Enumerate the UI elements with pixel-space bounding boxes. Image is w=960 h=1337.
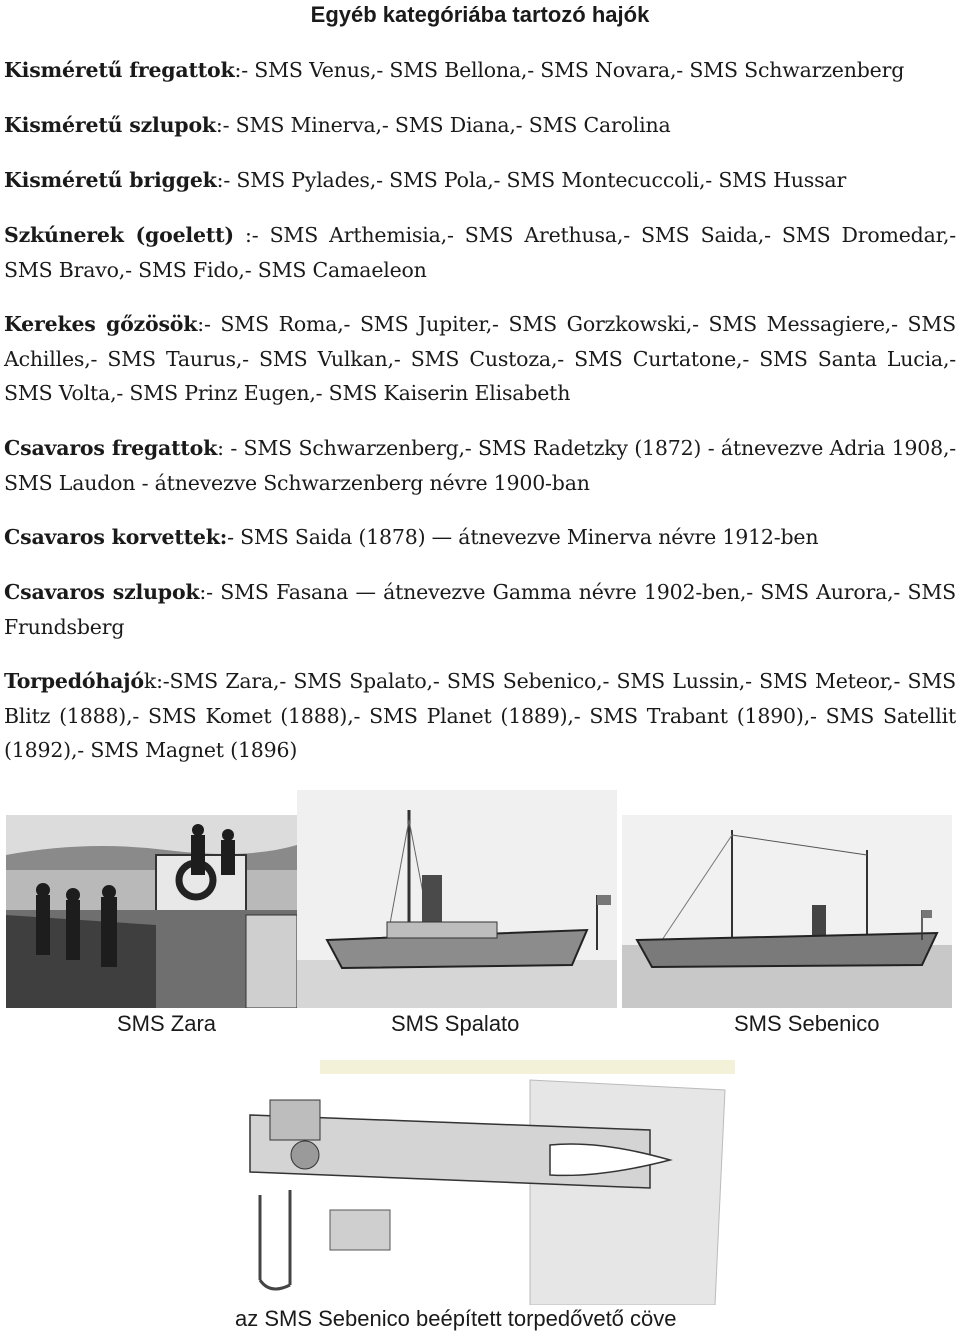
caption-sms-sebenico: SMS Sebenico [734, 1011, 880, 1036]
section-text: - SMS Venus,- SMS Bellona,- SMS Novara,- SMS Schwarzenberg [241, 58, 905, 82]
photo-sms-spalato [297, 790, 617, 1008]
photo-sms-zara [6, 815, 297, 1008]
section-text: - SMS Saida (1878) — átnevezve Minerva névre 1912-ben [227, 525, 819, 549]
section-text: - SMS Arthemisia,- SMS Arethusa,- SMS Saida,- SMS Dromedar,- SMS Bravo,- SMS Fido,- SMS Camaeleon [4, 223, 957, 282]
section-sep: : [234, 58, 242, 82]
section-small-brigs [4, 163, 956, 198]
section-sep: : [199, 580, 207, 604]
section-label: Csavaros szlupok [4, 580, 200, 604]
section-sep: : [215, 113, 223, 137]
section-text: -SMS Zara,- SMS Spalato,- SMS Sebenico,- SMS Lussin,- SMS Meteor,- SMS Blitz (1888),- SMS Komet (1888),- SMS Planet (1889),- SMS Trabant (1890),- SMS Satellit (1892),- SMS Magnet (1896) [4, 669, 956, 762]
section-paddle-steamers [4, 307, 956, 411]
section-label: Kisméretű briggek [4, 168, 217, 192]
section-label: Csavaros korvettek: [4, 525, 228, 549]
section-text: - SMS Fasana — átnevezve Gamma névre 1902-ben,- SMS Aurora,- SMS Frundsberg [4, 580, 956, 639]
section-screw-corvettes [4, 520, 956, 555]
page-title: Egyéb kategóriába tartozó hajók [310, 2, 650, 27]
section-label: Szkúnerek (goelett) [4, 223, 234, 247]
section-text: - SMS Roma,- SMS Jupiter,- SMS Gorzkowski,- SMS Messagiere,- SMS Achilles,- SMS Taurus,- SMS Vulkan,- SMS Custoza,- SMS Curtatone,- SMS Santa Lucia,- SMS Volta,- SMS Prinz Eugen,- SMS Kaiserin Elisabeth [4, 312, 956, 405]
caption-sms-zara: SMS Zara [117, 1011, 217, 1036]
section-sep: : [217, 436, 224, 460]
torpedo-tube-illustration [210, 1060, 735, 1305]
torpedo-tube-drawing [210, 1060, 735, 1305]
section-text: - SMS Minerva,- SMS Diana,- SMS Carolina [222, 113, 671, 137]
section-label: Kerekes gőzösök [4, 312, 198, 336]
section-small-frigates [4, 53, 956, 88]
section-screw-frigates [4, 431, 956, 500]
section-torpedo-boats [4, 664, 956, 768]
section-text: - SMS Schwarzenberg,- SMS Radetzky (1872) - átnevezve Adria 1908,- SMS Laudon - átnevezve Schwarzenberg névre 1900-ban [4, 436, 956, 495]
section-sep: : [216, 168, 224, 192]
sebenico-illustration [622, 815, 952, 1008]
section-sep: : [233, 223, 252, 247]
section-schooners [4, 218, 956, 287]
caption-sms-spalato: SMS Spalato [391, 1011, 520, 1036]
section-label: Csavaros fregattok [4, 436, 218, 460]
zara-illustration [6, 815, 297, 1008]
section-label: Torpedóhajó [4, 669, 144, 693]
section-sep: k: [143, 669, 163, 693]
section-sep: : [197, 312, 205, 336]
section-small-sloops [4, 108, 956, 143]
section-label: Kisméretű fregattok [4, 58, 235, 82]
spalato-illustration [297, 790, 617, 1008]
photo-sms-sebenico [622, 815, 952, 1008]
section-label: Kisméretű szlupok [4, 113, 216, 137]
section-screw-sloops [4, 575, 956, 644]
section-text: - SMS Pylades,- SMS Pola,- SMS Montecuccoli,- SMS Hussar [223, 168, 847, 192]
caption-torpedo-tube: az SMS Sebenico beépített torpedővető cöve [235, 1306, 677, 1331]
